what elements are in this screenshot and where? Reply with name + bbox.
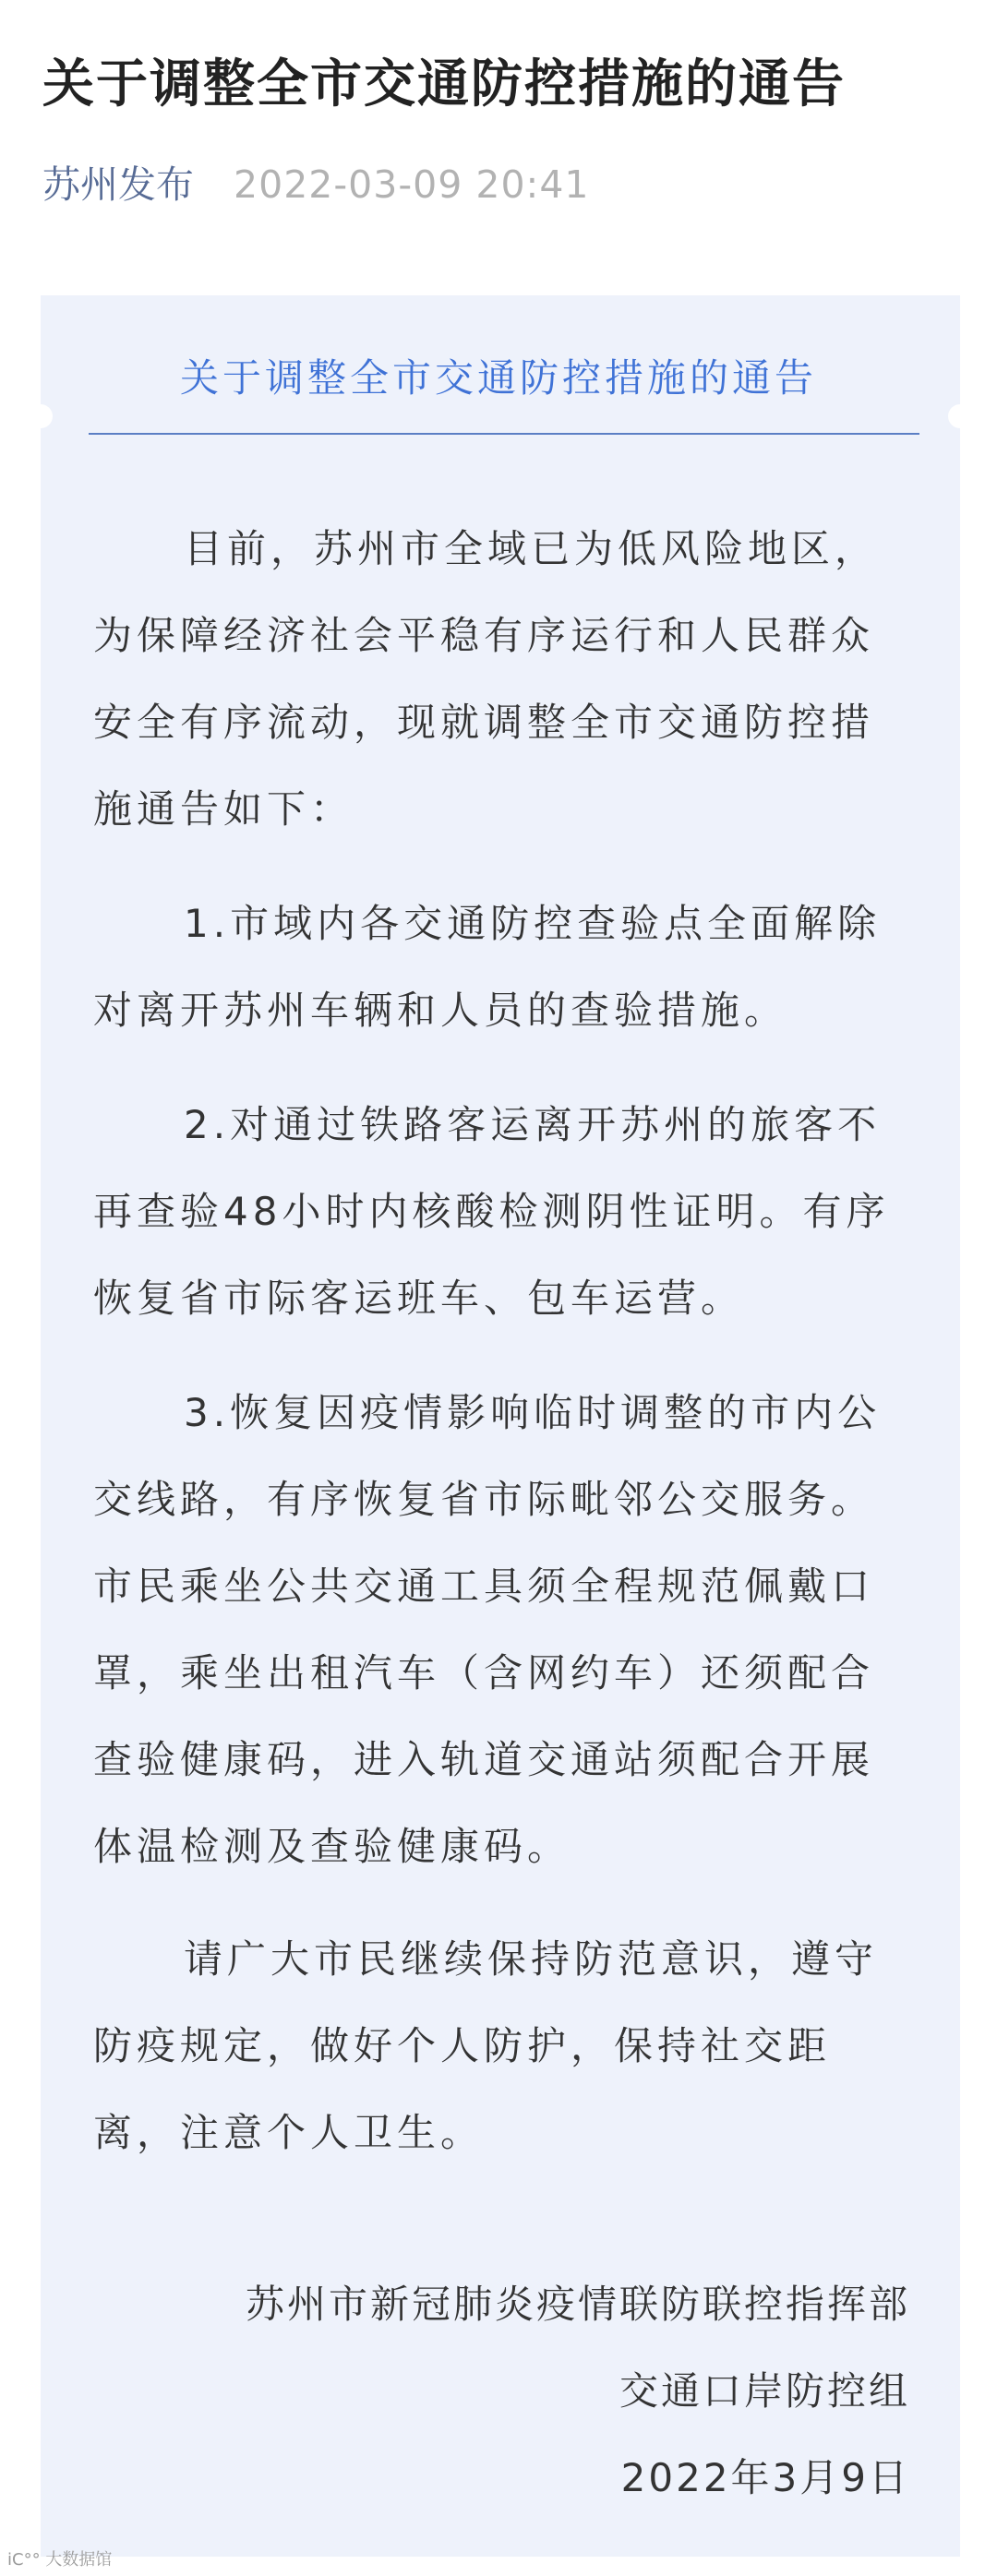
- page-title: 关于调整全市交通防控措施的通告: [42, 54, 846, 114]
- notice-paragraph-intro: 目前，苏州市全域已为低风险地区，为保障经济社会平稳有序运行和人民群众安全有序流动，现就调整全市交通防控措施通告如下：: [93, 526, 879, 832]
- notice-paragraph-item-1: 1.市域内各交通防控查验点全面解除对离开苏州车辆和人员的查验措施。: [93, 901, 882, 1033]
- source-account-link[interactable]: 苏州发布: [42, 162, 194, 207]
- signature-organization: 苏州市新冠肺炎疫情联防联控指挥部: [245, 2282, 910, 2327]
- notice-paragraph-closing: 请广大市民继续保持防范意识，遵守防疫规定，做好个人防护，保持社交距离，注意个人卫生。: [93, 1936, 879, 2155]
- signature-date: 2022年3月9日: [620, 2455, 910, 2500]
- notice-heading: 关于调整全市交通防控措施的通告: [179, 355, 817, 401]
- heading-divider: [89, 433, 919, 435]
- signature-group: 交通口岸防控组: [619, 2368, 910, 2414]
- watermark: iC°° 大数据馆: [7, 2550, 113, 2570]
- notice-paragraph-item-3: 3.恢复因疫情影响临时调整的市内公交线路，有序恢复省市际毗邻公交服务。市民乘坐公共交通工具须全程规范佩戴口罩，乘坐出租汽车（含网约车）还须配合查验健康码，进入轨道交通站须配合开展体温检测及查验健康码。: [93, 1390, 882, 1869]
- article-meta: [42, 157, 590, 212]
- publish-time: 2022-03-09 20:41: [234, 162, 590, 207]
- notice-paragraph-item-2: 2.对通过铁路客运离开苏州的旅客不再查验48小时内核酸检测阴性证明。有序恢复省市际客运班车、包车运营。: [93, 1102, 890, 1321]
